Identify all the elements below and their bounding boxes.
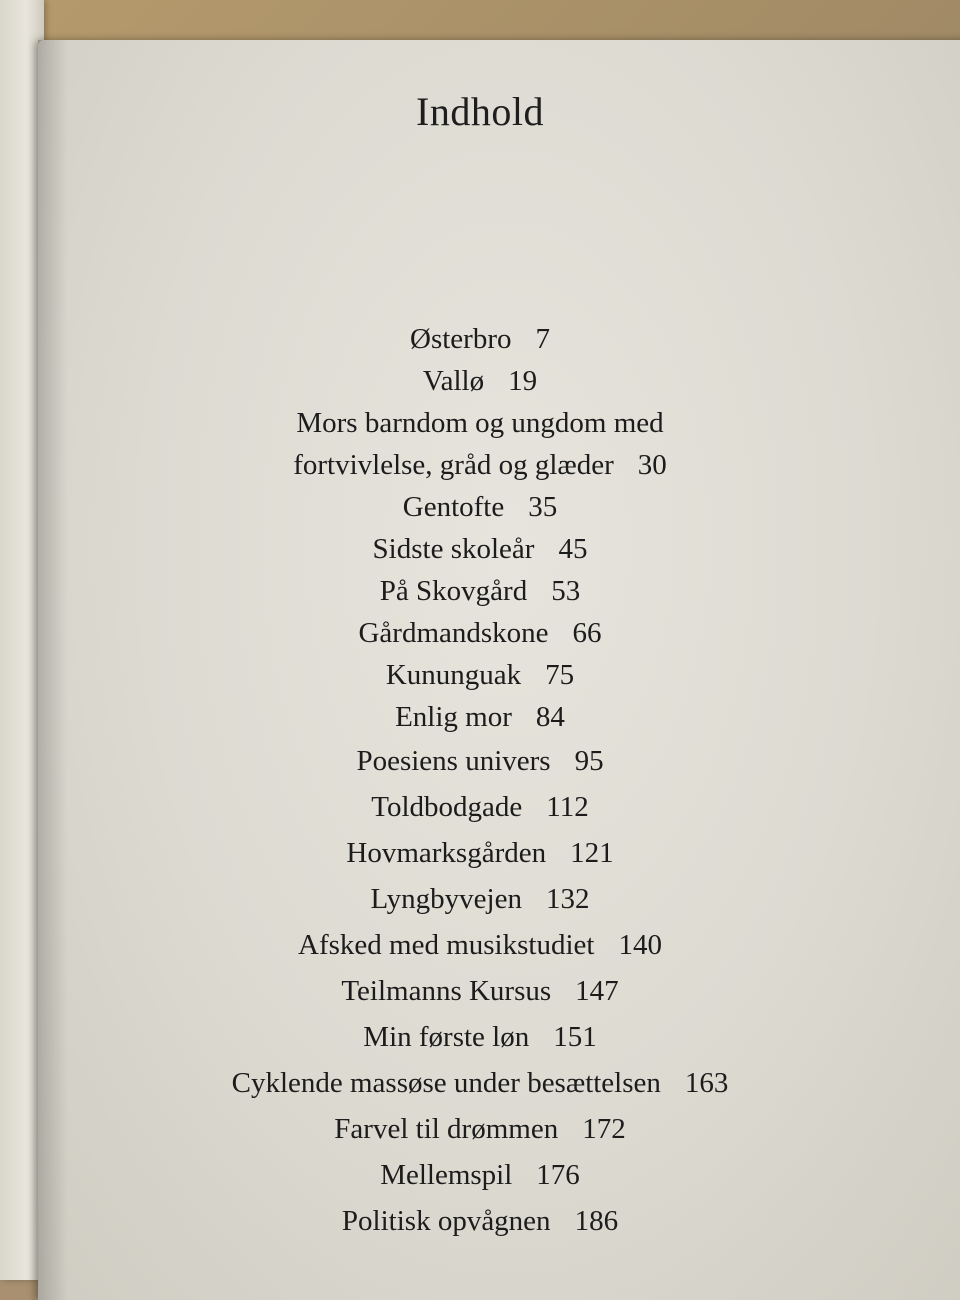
toc-entry (0, 1152, 960, 1198)
entry-page-number: 176 (536, 1159, 580, 1191)
toc-entry (0, 486, 960, 528)
toc-entry (0, 360, 960, 402)
entry-page-number: 163 (684, 1067, 729, 1099)
entry-title: Sidste skoleår (372, 533, 535, 565)
toc-entry (0, 1198, 960, 1244)
entry-title: Farvel til drømmen (334, 1113, 559, 1145)
entry-page-number: 151 (553, 1021, 597, 1053)
toc-entry (0, 1060, 960, 1106)
entry-title: Gentofte (402, 491, 505, 523)
entry-title: Cyklende massøse under besættelsen (231, 1067, 661, 1099)
entry-page-number: 53 (551, 575, 581, 607)
entry-page-number: 66 (572, 617, 602, 649)
entry-title: Kununguak (385, 659, 522, 691)
entry-title: Gårdmandskone (358, 617, 549, 649)
toc-entry (0, 876, 960, 922)
entry-page-number: 30 (637, 449, 667, 481)
entry-page-number: 75 (545, 659, 575, 691)
toc-entry (0, 968, 960, 1014)
entry-page-number: 172 (582, 1113, 626, 1145)
entry-page-number: 186 (574, 1205, 619, 1237)
page-title: Indhold (416, 89, 544, 134)
entry-title: Vallø (422, 365, 485, 397)
entry-page-number: 84 (535, 701, 565, 733)
entry-title: Politisk opvågnen (341, 1205, 551, 1237)
toc-entry (0, 1106, 960, 1152)
entry-page-number: 140 (618, 929, 662, 961)
entry-title: Østerbro (410, 323, 512, 355)
entry-title: Afsked med musikstudiet (298, 929, 595, 961)
entry-title: Mellemspil (380, 1159, 513, 1191)
entry-page-number: 121 (570, 837, 614, 869)
toc-entry (0, 1014, 960, 1060)
entry-page-number: 45 (558, 533, 588, 565)
toc-entry (0, 570, 960, 612)
entry-title: Hovmarksgården (346, 837, 547, 869)
toc-entry (0, 922, 960, 968)
entry-title: Mors barndom og ungdom med (296, 407, 664, 439)
table-of-contents (0, 318, 960, 1244)
toc-entry (0, 444, 960, 486)
toc-entry (0, 830, 960, 876)
entry-title: Toldbodgade (371, 791, 523, 823)
entry-page-number: 35 (528, 491, 558, 523)
entry-page-number: 19 (508, 365, 538, 397)
toc-entry (0, 528, 960, 570)
entry-title: Teilmanns Kursus (341, 975, 552, 1007)
entry-title: Enlig mor (395, 701, 512, 733)
entry-page-number: 95 (574, 745, 604, 777)
entry-title: Lyngbyvejen (370, 883, 522, 915)
entry-title: På Skovgård (379, 575, 528, 607)
toc-entry (0, 738, 960, 784)
entry-page-number: 132 (545, 883, 590, 915)
toc-entry (0, 654, 960, 696)
entry-title: fortvivlelse, gråd og glæder (293, 449, 614, 481)
entry-title: Min første løn (363, 1021, 530, 1053)
toc-entry (0, 402, 960, 444)
entry-page-number: 147 (575, 975, 619, 1007)
toc-entry (0, 696, 960, 738)
entry-page-number: 112 (546, 791, 589, 823)
entry-title: Poesiens univers (356, 745, 551, 777)
toc-entry (0, 784, 960, 830)
entry-page-number: 7 (535, 323, 550, 355)
toc-entry (0, 318, 960, 360)
toc-entry (0, 612, 960, 654)
